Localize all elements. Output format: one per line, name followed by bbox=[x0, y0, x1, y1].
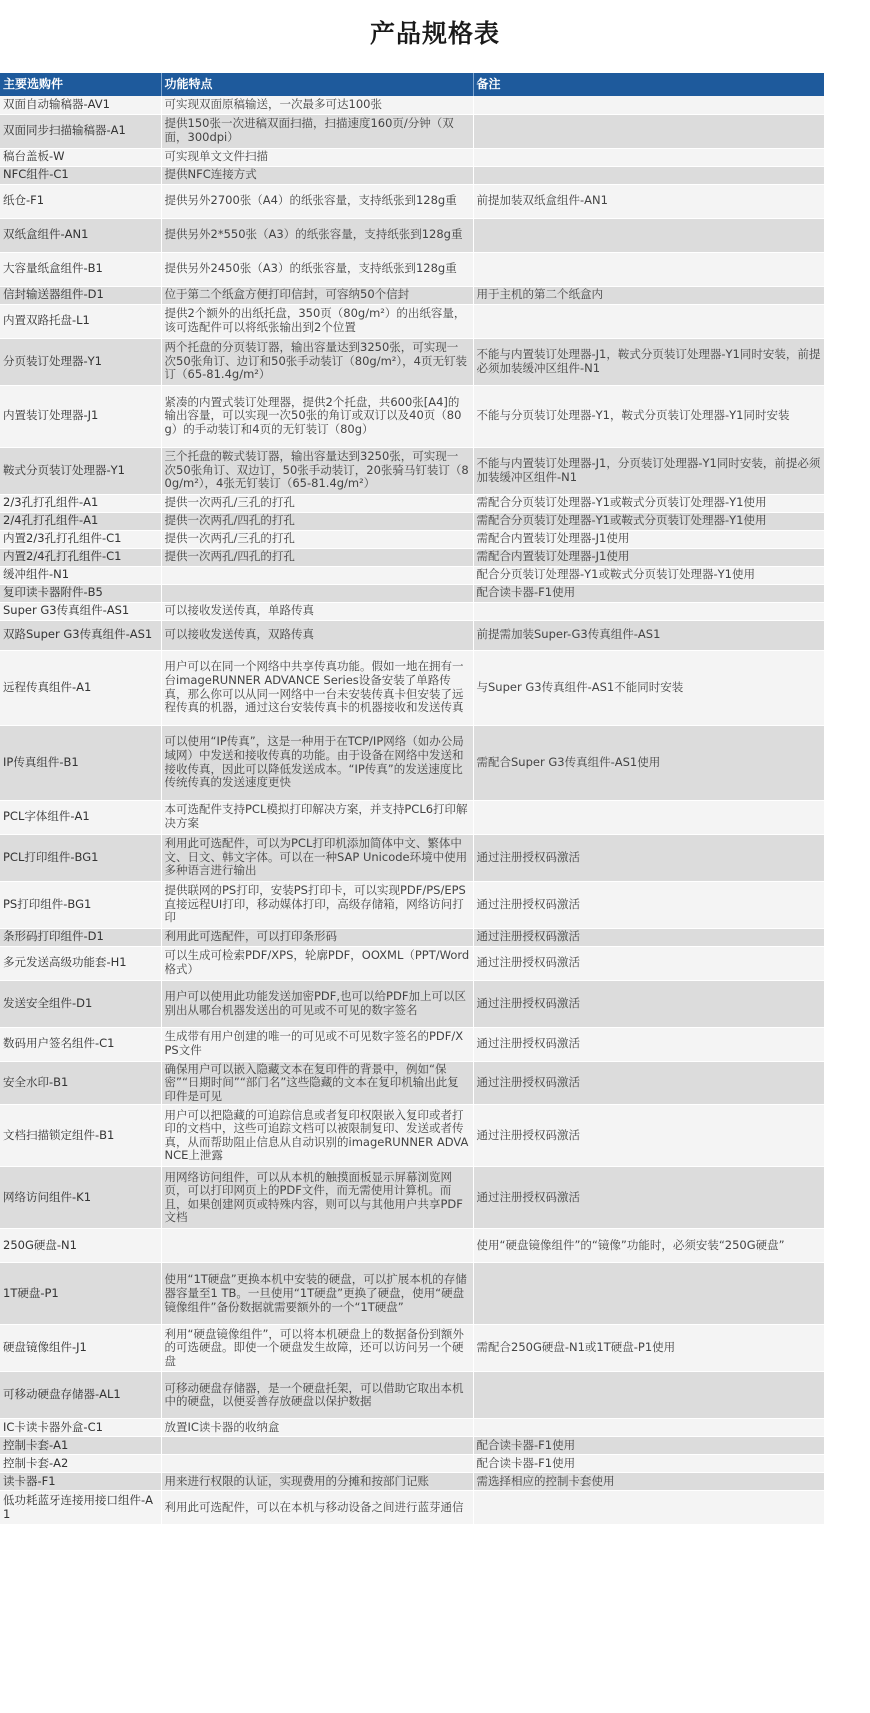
option-feature: 用网络访问组件，可以从本机的触摸面板显示屏幕浏览网页，可以打印网页上的PDF文件，而无需使用计算机。而且，如果创建网页或特殊内容，则可以与其他用户共享PDF文档 bbox=[161, 1167, 473, 1229]
option-remark bbox=[473, 304, 824, 338]
option-feature: 可以生成可检索PDF/XPS，轮廓PDF，OOXML（PPT/Word格式） bbox=[161, 946, 473, 980]
option-feature: 可实现双面原稿输送，一次最多可达100张 bbox=[161, 96, 473, 114]
option-remark: 需选择相应的控制卡套使用 bbox=[473, 1473, 824, 1491]
option-feature: 提供一次两孔/三孔的打孔 bbox=[161, 530, 473, 548]
option-name: 双纸盒组件-AN1 bbox=[0, 218, 161, 252]
table-body bbox=[0, 96, 824, 1525]
option-remark: 与Super G3传真组件-AS1不能同时安装 bbox=[473, 650, 824, 725]
option-name: 文档扫描锁定组件-B1 bbox=[0, 1105, 161, 1167]
table-row bbox=[0, 385, 824, 447]
option-name: 复印读卡器附件-B5 bbox=[0, 584, 161, 602]
option-remark: 配合读卡器-F1使用 bbox=[473, 1437, 824, 1455]
option-remark bbox=[473, 602, 824, 620]
option-remark: 需配合内置装订处理器-J1使用 bbox=[473, 548, 824, 566]
table-row bbox=[0, 881, 824, 928]
option-remark: 不能与内置装订处理器-J1，分页装订处理器-Y1同时安装，前提必须加装缓冲区组件-N1 bbox=[473, 447, 824, 494]
option-name: 内置2/3孔打孔组件-C1 bbox=[0, 530, 161, 548]
option-name: 发送安全组件-D1 bbox=[0, 980, 161, 1027]
option-remark: 通过注册授权码激活 bbox=[473, 1061, 824, 1105]
option-remark: 通过注册授权码激活 bbox=[473, 881, 824, 928]
option-feature: 使用“1T硬盘”更换本机中安装的硬盘，可以扩展本机的存储器容量至1 TB。一旦使用“1T硬盘”更换了硬盘，使用“硬盘镜像组件”备份数据就需要额外的一个“1T硬盘” bbox=[161, 1263, 473, 1325]
table-row bbox=[0, 566, 824, 584]
option-feature: 利用此可选配件，可以为PCL打印机添加简体中文、繁体中文、日文、韩文字体。可以在一种SAP Unicode环境中使用多种语言进行输出 bbox=[161, 834, 473, 881]
option-remark bbox=[473, 800, 824, 834]
table-row bbox=[0, 980, 824, 1027]
option-feature: 本可选配件支持PCL模拟打印解决方案，并支持PCL6打印解决方案 bbox=[161, 800, 473, 834]
table-row bbox=[0, 252, 824, 286]
table-row bbox=[0, 96, 824, 114]
table-row bbox=[0, 114, 824, 148]
option-name: 分页装订处理器-Y1 bbox=[0, 338, 161, 385]
option-feature: 提供一次两孔/四孔的打孔 bbox=[161, 512, 473, 530]
option-feature: 提供一次两孔/四孔的打孔 bbox=[161, 548, 473, 566]
option-remark bbox=[473, 1419, 824, 1437]
table-row bbox=[0, 1263, 824, 1325]
option-remark bbox=[473, 218, 824, 252]
option-feature: 可以接收发送传真，单路传真 bbox=[161, 602, 473, 620]
option-feature: 用户可以在同一个网络中共享传真功能。假如一地在拥有一台imageRUNNER ADVANCE Series设备安装了单路传真，那么你可以从同一网络中一台未安装传真卡但安装了远程传真的机器，通过这台安装传真卡的机器接收和发送传真 bbox=[161, 650, 473, 725]
table-row bbox=[0, 928, 824, 946]
option-name: PS打印组件-BG1 bbox=[0, 881, 161, 928]
option-feature: 确保用户可以嵌入隐藏文本在复印件的背景中，例如“保密”“日期时间”“部门名”这些隐藏的文本在复印机输出此复印件是可见 bbox=[161, 1061, 473, 1105]
option-name: 硬盘镜像组件-J1 bbox=[0, 1325, 161, 1372]
table-row bbox=[0, 584, 824, 602]
option-feature: 可实现单文文件扫描 bbox=[161, 148, 473, 166]
option-name: 控制卡套-A1 bbox=[0, 1437, 161, 1455]
table-row bbox=[0, 800, 824, 834]
option-remark: 通过注册授权码激活 bbox=[473, 834, 824, 881]
option-remark bbox=[473, 252, 824, 286]
option-remark: 配合分页装订处理器-Y1或鞍式分页装订处理器-Y1使用 bbox=[473, 566, 824, 584]
option-remark: 前提加装双纸盒组件-AN1 bbox=[473, 184, 824, 218]
option-name: 纸仓-F1 bbox=[0, 184, 161, 218]
option-feature: 利用“硬盘镜像组件”，可以将本机硬盘上的数据备份到额外的可选硬盘。即使一个硬盘发生故障，还可以访问另一个硬盘 bbox=[161, 1325, 473, 1372]
option-remark bbox=[473, 96, 824, 114]
page-title: 产品规格表 bbox=[369, 19, 500, 48]
option-remark: 需配合内置装订处理器-J1使用 bbox=[473, 530, 824, 548]
option-remark bbox=[473, 114, 824, 148]
option-remark bbox=[473, 148, 824, 166]
option-feature: 提供另外2700张（A4）的纸张容量，支持纸张到128g重 bbox=[161, 184, 473, 218]
option-feature: 可以使用“IP传真”，这是一种用于在TCP/IP网络（如办公局域网）中发送和接收传真的功能。由于设备在网络中发送和接收传真，因此可以降低发送成本。“IP传真”的发送速度比传统传真的发送速度更快 bbox=[161, 725, 473, 800]
table-row bbox=[0, 494, 824, 512]
option-name: 多元发送高级功能套-H1 bbox=[0, 946, 161, 980]
header-option: 主要选购件 bbox=[0, 73, 161, 96]
option-feature: 提供另外2*550张（A3）的纸张容量，支持纸张到128g重 bbox=[161, 218, 473, 252]
option-feature: 位于第二个纸盒方便打印信封，可容纳50个信封 bbox=[161, 286, 473, 304]
option-name: 鞍式分页装订处理器-Y1 bbox=[0, 447, 161, 494]
option-feature bbox=[161, 1229, 473, 1263]
option-feature: 生成带有用户创建的唯一的可见或不可见数字签名的PDF/XPS文件 bbox=[161, 1027, 473, 1061]
option-remark: 不能与内置装订处理器-J1，鞍式分页装订处理器-Y1同时安装，前提必须加装缓冲区组件-N1 bbox=[473, 338, 824, 385]
option-feature: 可移动硬盘存储器，是一个硬盘托架，可以借助它取出本机中的硬盘，以便妥善存放硬盘以保护数据 bbox=[161, 1372, 473, 1419]
table-row bbox=[0, 1325, 824, 1372]
table-row bbox=[0, 1229, 824, 1263]
option-name: Super G3传真组件-AS1 bbox=[0, 602, 161, 620]
option-feature: 用来进行权限的认证，实现费用的分摊和按部门记账 bbox=[161, 1473, 473, 1491]
option-feature: 提供150张一次进稿双面扫描，扫描速度160页/分钟（双面，300dpi） bbox=[161, 114, 473, 148]
table-row bbox=[0, 725, 824, 800]
option-name: 2/3孔打孔组件-A1 bbox=[0, 494, 161, 512]
table-row bbox=[0, 1437, 824, 1455]
option-feature bbox=[161, 584, 473, 602]
option-feature: 可以接收发送传真，双路传真 bbox=[161, 620, 473, 650]
option-feature: 提供2个额外的出纸托盘，350页（80g/m²）的出纸容量，该可选配件可以将纸张输出到2个位置 bbox=[161, 304, 473, 338]
option-name: 双面同步扫描输稿器-A1 bbox=[0, 114, 161, 148]
option-name: 读卡器-F1 bbox=[0, 1473, 161, 1491]
option-name: 条形码打印组件-D1 bbox=[0, 928, 161, 946]
option-name: 内置2/4孔打孔组件-C1 bbox=[0, 548, 161, 566]
option-name: 1T硬盘-P1 bbox=[0, 1263, 161, 1325]
option-name: 数码用户签名组件-C1 bbox=[0, 1027, 161, 1061]
option-name: 内置装订处理器-J1 bbox=[0, 385, 161, 447]
option-remark: 通过注册授权码激活 bbox=[473, 1027, 824, 1061]
option-feature: 用户可以使用此功能发送加密PDF,也可以给PDF加上可以区别出从哪台机器发送出的可见或不可见的数字签名 bbox=[161, 980, 473, 1027]
option-remark: 不能与分页装订处理器-Y1，鞍式分页装订处理器-Y1同时安装 bbox=[473, 385, 824, 447]
option-remark: 通过注册授权码激活 bbox=[473, 1105, 824, 1167]
option-name: 安全水印-B1 bbox=[0, 1061, 161, 1105]
option-remark: 需配合分页装订处理器-Y1或鞍式分页装订处理器-Y1使用 bbox=[473, 494, 824, 512]
option-feature: 紧凑的内置式装订处理器，提供2个托盘，共600张[A4]的输出容量，可以实现一次50张的角订或双订以及40页（80g）的手动装订和4页的无钉装订（80g） bbox=[161, 385, 473, 447]
option-remark: 配合读卡器-F1使用 bbox=[473, 584, 824, 602]
option-name: IP传真组件-B1 bbox=[0, 725, 161, 800]
option-name: 缓冲组件-N1 bbox=[0, 566, 161, 584]
table-row bbox=[0, 1372, 824, 1419]
table-row bbox=[0, 286, 824, 304]
option-feature: 放置IC读卡器的收纳盒 bbox=[161, 1419, 473, 1437]
option-remark: 使用“硬盘镜像组件”的“镜像”功能时，必须安装“250G硬盘” bbox=[473, 1229, 824, 1263]
table-row bbox=[0, 946, 824, 980]
table-row bbox=[0, 218, 824, 252]
option-name: 远程传真组件-A1 bbox=[0, 650, 161, 725]
option-name: 控制卡套-A2 bbox=[0, 1455, 161, 1473]
table-row bbox=[0, 530, 824, 548]
option-name: 信封输送器组件-D1 bbox=[0, 286, 161, 304]
option-remark: 通过注册授权码激活 bbox=[473, 928, 824, 946]
spec-table bbox=[0, 73, 824, 1525]
option-feature: 利用此可选配件，可以在本机与移动设备之间进行蓝芽通信 bbox=[161, 1491, 473, 1525]
option-remark: 用于主机的第二个纸盒内 bbox=[473, 286, 824, 304]
table-row bbox=[0, 447, 824, 494]
option-feature bbox=[161, 1437, 473, 1455]
option-feature: 利用此可选配件，可以打印条形码 bbox=[161, 928, 473, 946]
table-row bbox=[0, 620, 824, 650]
option-name: NFC组件-C1 bbox=[0, 166, 161, 184]
option-name: PCL打印组件-BG1 bbox=[0, 834, 161, 881]
option-feature: 提供NFC连接方式 bbox=[161, 166, 473, 184]
table-row bbox=[0, 650, 824, 725]
option-name: 网络访问组件-K1 bbox=[0, 1167, 161, 1229]
option-feature: 提供联网的PS打印，安装PS打印卡，可以实现PDF/PS/EPS直接远程UI打印，移动媒体打印，高级存储箱，网络访问打印 bbox=[161, 881, 473, 928]
table-row bbox=[0, 338, 824, 385]
table-row bbox=[0, 1491, 824, 1525]
option-feature: 提供一次两孔/三孔的打孔 bbox=[161, 494, 473, 512]
option-feature bbox=[161, 566, 473, 584]
option-feature bbox=[161, 1455, 473, 1473]
option-name: 250G硬盘-N1 bbox=[0, 1229, 161, 1263]
option-remark: 需配合分页装订处理器-Y1或鞍式分页装订处理器-Y1使用 bbox=[473, 512, 824, 530]
table-row bbox=[0, 166, 824, 184]
option-name: 低功耗蓝牙连接用接口组件-A1 bbox=[0, 1491, 161, 1525]
option-name: PCL字体组件-A1 bbox=[0, 800, 161, 834]
table-row bbox=[0, 1061, 824, 1105]
option-remark bbox=[473, 1372, 824, 1419]
header-feature: 功能特点 bbox=[161, 73, 473, 96]
table-header-row bbox=[0, 73, 824, 96]
table-row bbox=[0, 184, 824, 218]
option-name: 大容量纸盒组件-B1 bbox=[0, 252, 161, 286]
option-remark: 前提需加装Super-G3传真组件-AS1 bbox=[473, 620, 824, 650]
option-remark: 通过注册授权码激活 bbox=[473, 946, 824, 980]
option-name: 双路Super G3传真组件-AS1 bbox=[0, 620, 161, 650]
option-remark: 通过注册授权码激活 bbox=[473, 1167, 824, 1229]
table-row bbox=[0, 512, 824, 530]
option-feature: 用户可以把隐藏的可追踪信息或者复印权限嵌入复印或者打印的文档中，这些可追踪文档可以被限制复印、发送或者传真，从而帮助阻止信息从自动识别的imageRUNNER ADVANCE上泄露 bbox=[161, 1105, 473, 1167]
option-feature: 两个托盘的分页装订器，输出容量达到3250张，可实现一次50张角订、边订和50张手动装订（80g/m²），4页无钉装订（65-81.4g/m²） bbox=[161, 338, 473, 385]
table-row bbox=[0, 148, 824, 166]
table-row bbox=[0, 1027, 824, 1061]
table-row bbox=[0, 1455, 824, 1473]
table-row bbox=[0, 1419, 824, 1437]
table-row bbox=[0, 1167, 824, 1229]
option-remark bbox=[473, 1263, 824, 1325]
option-feature: 三个托盘的鞍式装订器，输出容量达到3250张，可实现一次50张角订、双边订，50张手动装订，20张骑马钉装订（80g/m²），4张无钉装订（65-81.4g/m²） bbox=[161, 447, 473, 494]
option-remark: 配合读卡器-F1使用 bbox=[473, 1455, 824, 1473]
table-row bbox=[0, 834, 824, 881]
option-name: 2/4孔打孔组件-A1 bbox=[0, 512, 161, 530]
option-name: 内置双路托盘-L1 bbox=[0, 304, 161, 338]
option-name: 可移动硬盘存储器-AL1 bbox=[0, 1372, 161, 1419]
header-remark: 备注 bbox=[473, 73, 824, 96]
option-name: IC卡读卡器外盒-C1 bbox=[0, 1419, 161, 1437]
table-row bbox=[0, 602, 824, 620]
option-remark: 需配合250G硬盘-N1或1T硬盘-P1使用 bbox=[473, 1325, 824, 1372]
table-row bbox=[0, 1105, 824, 1167]
option-name: 双面自动输稿器-AV1 bbox=[0, 96, 161, 114]
table-row bbox=[0, 548, 824, 566]
option-feature: 提供另外2450张（A3）的纸张容量，支持纸张到128g重 bbox=[161, 252, 473, 286]
option-remark: 需配合Super G3传真组件-AS1使用 bbox=[473, 725, 824, 800]
table-row bbox=[0, 304, 824, 338]
table-row bbox=[0, 1473, 824, 1491]
option-remark bbox=[473, 1491, 824, 1525]
option-remark: 通过注册授权码激活 bbox=[473, 980, 824, 1027]
option-remark bbox=[473, 166, 824, 184]
option-name: 稿台盖板-W bbox=[0, 148, 161, 166]
